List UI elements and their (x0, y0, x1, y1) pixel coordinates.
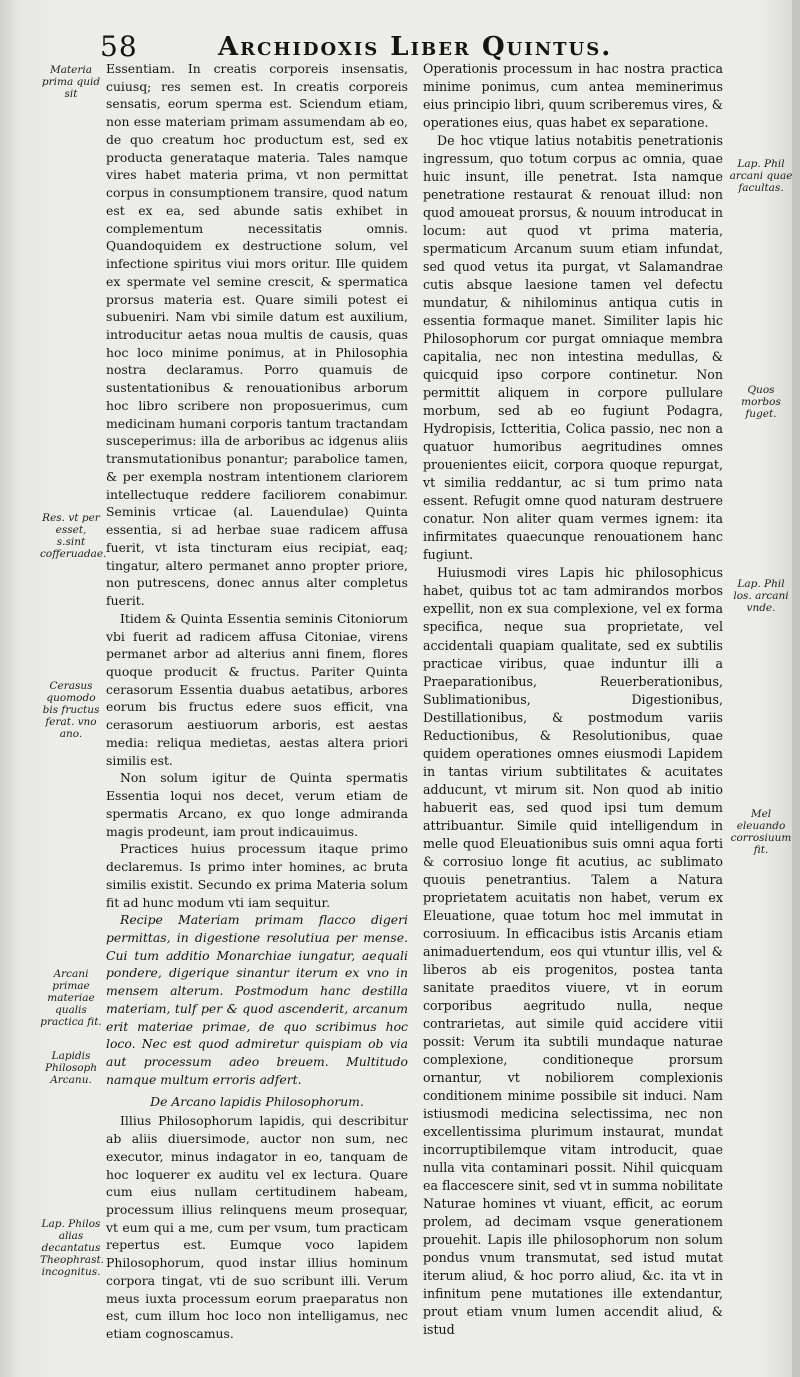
margin-note: Lapidis Philosoph Arcanu. (44, 1050, 98, 1086)
margin-note: Cerasus quomodo bis fructus ferat. vno ano. (42, 680, 100, 740)
margin-note: Lap. Phil los. arcani vnde. (733, 578, 789, 614)
section-heading: De Arcano lapidis Philosophorum. (150, 1093, 364, 1109)
paragraph: Illius Philosophorum lapidis, qui describitur ab aliis diuersimode, auctor non sum, nec executor, minus indagator in eo, tanquam de hoc loquerer ex auditu vel ex lectura. Quare cum eius nullam certitudinem habeam, processum illius relinquens meum prosequar, vt eum qui a me, cum per vsum, tum practicam repertus est. Eumque voco lapidem Philosophorum, quod instar illius hominum corpora tingat, vti de suo scribunt illi. Verum meus iuxta processum eorum praeparatus non est, cum illum hoc loco non intelligamus, nec etiam cognoscamus. (106, 1113, 408, 1342)
margin-note: Lap. Phil arcani quae facultas. (729, 158, 793, 194)
margin-note: Quos morbos fuget. (741, 384, 781, 420)
running-head: Archidoxis Liber Quintus. (218, 32, 613, 62)
margin-note: Res. vt per esset, s.sint cofferuadae. (40, 512, 107, 560)
paragraph: Itidem & Quinta Essentia seminis Citoniorum vbi fuerit ad radicem affusa Citoniae, virens permanet arbor ad alterius anni finem, flores quoque producit & fructus. Pariter Quinta cerasorum Essentia duabus aetatibus, arbores eorum bis fructus edere suos efficit, vna cerasorum aestiuorum arboris, est aestas media: reliqua medietas, aestas altera priori similis est. (106, 610, 408, 768)
paragraph: Practices huius processum itaque primo declaremus. Is primo inter homines, ac bruta similis existit. Secundo ex prima Materia solum fit ad hunc modum vti iam sequitur. (106, 841, 408, 910)
paragraph: Huiusmodi vires Lapis hic philosophicus habet, quibus tot ac tam admirandos morbos expellit, non ex sua complexione, vel ex forma specifica, neque sua proprietate, vel accidentali quapiam qualitate, sed ex subtilis practicae viribus, quae induntur illi a Praeparationibus, Reuerberationibus, Sublimationibus, Digestionibus, Destillationibus, & postmodum variis Reductionibus, & Resolutionibus, quae quidem operationes omnes eiusmodi Lapidem in tantas virium subtilitates & acuitates adducunt, vt mirum sit. Non quod ab initio habuerit eas, sed quod ipsi tum demum attribuantur. Simile quid intelligendum in melle quod Eleuationibus suis omni aqua forti & corrosiuo longe fit acutius, ac sublimato quouis penetrantius. Talem a Natura proprietatem acuitatis non habet, verum ex Eleuatione, quae totum hoc mel immutat in corrosiuum. In efficacibus istis Arcanis etiam animaduertendum, eos qui vtuntur illis, vel & liberos ab eis progenitos, postea tanta sanitate praeditos viuere, vt in eorum corporibus aegritudo nulla, neque contrarietas, aut simile quid accidere vitii possit: Verum ita subtili mundaque naturae complexione, conditioneque prorsum ornantur, vt nobiliorem complexionis conditionem minime possibile sit induci. Nam istiusmodi medicina selectissima, nec non excellentissima plurimum instaurat, mundat incorruptibilemque vitam introducit, quae nulla vita contaminari possit. Nihil quicquam ea flaccescere sinit, sed vt in summa nobilitate Naturae homines vt viuant, efficit, ac eorum prolem, ad decimam vsque generationem prouehit. Lapis ille philosophorum non solum pondus vnum transmutat, sed istud mutat iterum aliud, & hoc porro aliud, &c. ita vt in infinitum pene mutationes ille extendantur, prout etiam vnum lumen accendit aliud, & istud (423, 565, 723, 1338)
margin-note: Materia prima quid sit (41, 64, 101, 100)
page-edge-shadow (792, 0, 800, 1377)
paragraph: De hoc vtique latius notabitis penetrationis ingressum, quo totum corpus ac omnia, quae huic insunt, ille penetrat. Ista namque penetratione restaurat & renouat illud: non quod amoueat prorsus, & nouum introducat in locum: aut quod vt prima materia, spermaticum Arcanum suum etiam infundat, sed quod vetus ita purgat, vt Salamandrae cutis absque laesione tamen vel defectu mundatur, & nihilominus antiqua cutis in essentia formaque manet. Similiter lapis hic Philosophorum cor purgat omniaque membra capitalia, nec non intestina medullas, & quicquid ipso corpore continetur. Non permittit aliquem in corpore pullulare morbum, sed ab eo fugiunt Podagra, Hydropisis, Ictteritia, Colica passio, nec non a quatuor humoribus aegritudines omnes prouenientes eiicit, corpora quoque repurgat, vt similia reddantur, ac si tum primo nata essent. Refugit omne quod naturam destruere conatur. Non aliter quam vermes ignem: ita infirmitates quaecunque renouationem hanc fugiunt. (423, 133, 723, 563)
paragraph: Non solum igitur de Quinta spermatis Essentia loqui nos decet, verum etiam de spermatis Arcano, ex quo longe admiranda magis prodeunt, iam prout indicauimus. (106, 770, 408, 839)
margin-note: Mel eleuando corrosiuum fit. (730, 808, 792, 856)
right-column (423, 60, 723, 1339)
page-number: 58 (100, 30, 138, 63)
recipe-paragraph: Recipe Materiam primam flacco digeri permittas, in digestione resolutiua per mense. Cui tum additio Monarchiae iungatur, aequali pondere, digerique sinantur iterum ex vno in mensem alterum. Postmodum hanc destilla materiam, tulf per & quod ascenderit, arcanum erit materiae primae, de quo scribimus hoc loco. Nec est quod admiretur quispiam ob via aut processum adeo breuem. Multitudo namque multum erroris adfert. (106, 912, 408, 1087)
margin-note: Arcani primae materiae qualis practica fit. (40, 968, 102, 1028)
paragraph: Operationis processum in hac nostra practica minime ponimus, cum antea meminerimus eius principio libri, quum scriberemus vires, & operationes eius, quas habet ex separatione. (423, 61, 723, 131)
margin-note: Lap. Philos alias decantatus Theophrast. incognitus. (40, 1218, 105, 1278)
paragraph: Essentiam. In creatis corporeis insensatis, cuiusq; res semen est. In creatis corporeis sensatis, eorum sperma est. Sciendum etiam, non esse materiam primam assumendam ab eo, de quo creatum hoc productum est, sed ex producta generataque materia. Tales namque vires habet materia prima, vt non permittat corpus in consumptionem transire, quod natum est ex ea, sed abunde satis exhibet in complementum necessitatis omnis. Quandoquidem ex destructione solum, vel infectione spiritus viui mors oritur. Ille quidem ex spermate vel semine crescit, & spermatica prorsus materia est. Quare simili potest ei subueniri. Nam vbi simile datum est auxilium, introducitur aetas noua multis de causis, quas hoc loco minime ponimus, at in Philosophia nostra declaramus. Porro quamuis de sustentationibus & renouationibus arborum hoc libro scribere non proposuerimus, cum medicinam humani corporis tantum tractandam susceperimus: illa de arboribus ac idgenus aliis transmutationibus ponantur; parabolice tamen, & per exempla nostram intentionem clariorem intellectuque reddere faciliorem conabimur. Seminis vrticae (al. Lauendulae) Quinta essentia, si ad herbae suae radicem affusa fuerit, vt ista tincturam eius recipiat, eaq; tingatur, altero permanet anno propter priore, non putrescens, donec annus alter completus fuerit. (106, 61, 408, 609)
left-column (106, 60, 408, 1343)
